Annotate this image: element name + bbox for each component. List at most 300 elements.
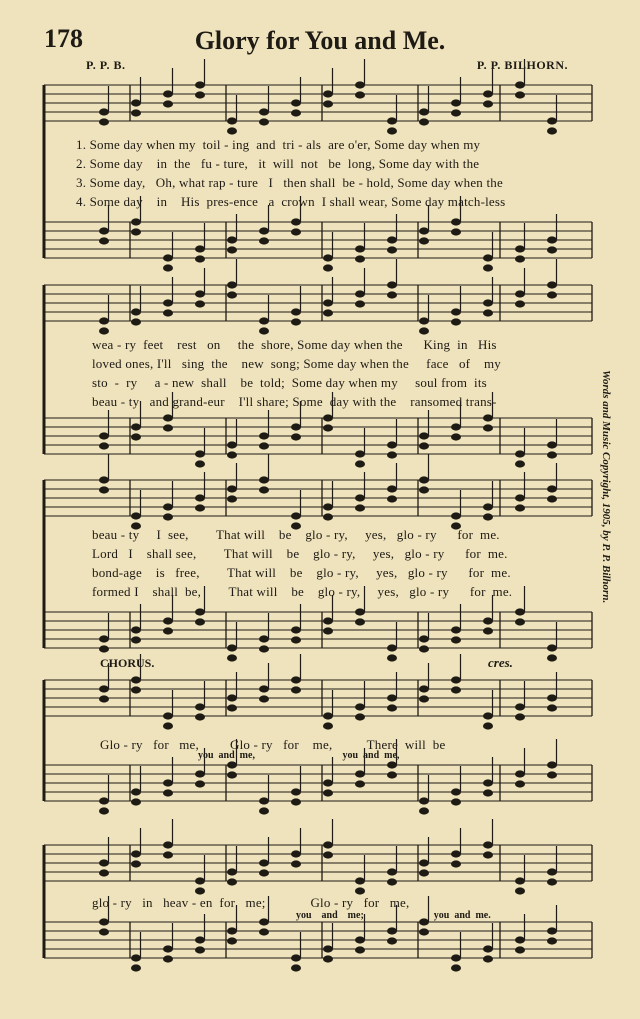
- note-head: [419, 108, 429, 115]
- note-head: [419, 327, 429, 334]
- hymn-title: Glory for You and Me.: [194, 26, 446, 55]
- note-head: [323, 955, 333, 962]
- note-head: [547, 495, 557, 502]
- note-head: [483, 513, 493, 520]
- note-head: [227, 771, 237, 778]
- note-head: [387, 704, 397, 711]
- note-head: [99, 108, 109, 115]
- note-head: [323, 100, 333, 107]
- note-head: [259, 869, 269, 876]
- note-head: [483, 503, 493, 510]
- verse1-line3: beau - ty I see, That will be glo - ry, yes, glo - ry for me.: [92, 527, 500, 542]
- note-head: [131, 788, 141, 795]
- note-head: [259, 695, 269, 702]
- note-head: [99, 797, 109, 804]
- note-head: [323, 254, 333, 261]
- note-head: [387, 127, 397, 134]
- chorus-label: CHORUS.: [100, 656, 155, 670]
- note-head: [419, 317, 429, 324]
- note-head: [547, 694, 557, 701]
- note-head: [195, 618, 205, 625]
- verse1-line2: wea - ry feet rest on the shore, Some day when the King in His: [92, 337, 497, 352]
- note-head: [131, 99, 141, 106]
- note-head: [163, 513, 173, 520]
- note-head: [451, 964, 461, 971]
- note-head: [195, 494, 205, 501]
- note-head: [547, 117, 557, 124]
- note-head: [291, 228, 301, 235]
- note-head: [99, 859, 109, 866]
- note-head: [515, 245, 525, 252]
- note-head: [451, 512, 461, 519]
- note-head: [163, 100, 173, 107]
- verse2-line3: Lord I shall see, That will be glo - ry, yes, glo - ry for me.: [92, 546, 508, 561]
- note-head: [355, 290, 365, 297]
- note-head: [99, 869, 109, 876]
- note-head: [419, 237, 429, 244]
- note-head: [291, 636, 301, 643]
- note-head: [259, 476, 269, 483]
- note-head: [323, 309, 333, 316]
- verse4-line3: formed I shall be, That will be glo - ry, yes, glo - ry for me.: [92, 584, 513, 599]
- note-head: [131, 798, 141, 805]
- note-head: [131, 860, 141, 867]
- note-head: [419, 685, 429, 692]
- note-head: [547, 441, 557, 448]
- note-head: [515, 300, 525, 307]
- chorus-line1: Glo - ry for me, Glo - ry for me, There will be: [100, 737, 446, 752]
- note-head: [195, 887, 205, 894]
- hymn-number: 178: [44, 24, 83, 53]
- note-head: [387, 117, 397, 124]
- note-head: [195, 245, 205, 252]
- note-head: [355, 450, 365, 457]
- note-head: [163, 722, 173, 729]
- note-head: [547, 927, 557, 934]
- note-head: [195, 608, 205, 615]
- note-head: [515, 877, 525, 884]
- note-head: [291, 433, 301, 440]
- note-head: [323, 264, 333, 271]
- note-head: [195, 450, 205, 457]
- note-head: [387, 937, 397, 944]
- note-head: [515, 770, 525, 777]
- note-head: [131, 964, 141, 971]
- note-head: [419, 928, 429, 935]
- note-head: [323, 779, 333, 786]
- note-head: [323, 841, 333, 848]
- note-head: [451, 954, 461, 961]
- note-head: [515, 494, 525, 501]
- chorus-line1-echo: you and me, you and me,: [198, 750, 400, 761]
- note-head: [195, 255, 205, 262]
- note-head: [131, 686, 141, 693]
- note-head: [163, 779, 173, 786]
- note-head: [291, 954, 301, 961]
- note-head: [451, 423, 461, 430]
- note-head: [419, 432, 429, 439]
- note-head: [195, 91, 205, 98]
- note-head: [483, 617, 493, 624]
- note-head: [355, 608, 365, 615]
- note-head: [291, 218, 301, 225]
- note-head: [291, 512, 301, 519]
- note-head: [99, 476, 109, 483]
- note-head: [99, 442, 109, 449]
- note-head: [515, 504, 525, 511]
- note-head: [387, 236, 397, 243]
- note-head: [227, 236, 237, 243]
- note-head: [227, 127, 237, 134]
- note-head: [99, 928, 109, 935]
- note-head: [195, 713, 205, 720]
- note-head: [419, 486, 429, 493]
- note-head: [227, 485, 237, 492]
- note-head: [323, 617, 333, 624]
- note-head: [387, 761, 397, 768]
- note-head: [419, 118, 429, 125]
- note-head: [131, 954, 141, 961]
- note-head: [547, 937, 557, 944]
- note-head: [355, 780, 365, 787]
- note-head: [323, 712, 333, 719]
- note-head: [163, 424, 173, 431]
- note-head: [227, 937, 237, 944]
- note-head: [483, 309, 493, 316]
- note-head: [419, 797, 429, 804]
- note-head: [99, 635, 109, 642]
- note-head: [355, 300, 365, 307]
- note-head: [259, 918, 269, 925]
- note-head: [163, 503, 173, 510]
- note-head: [99, 807, 109, 814]
- note-head: [419, 635, 429, 642]
- note-head: [515, 887, 525, 894]
- note-head: [387, 441, 397, 448]
- note-head: [259, 227, 269, 234]
- note-head: [483, 90, 493, 97]
- note-head: [355, 618, 365, 625]
- note-head: [387, 495, 397, 502]
- note-head: [355, 504, 365, 511]
- note-head: [547, 291, 557, 298]
- note-head: [259, 327, 269, 334]
- verse1-line1: 1. Some day when my toil - ing and tri - als are o'er, Some day when my: [76, 137, 481, 152]
- note-head: [291, 109, 301, 116]
- note-head: [515, 936, 525, 943]
- note-head: [451, 636, 461, 643]
- note-head: [355, 255, 365, 262]
- note-head: [259, 635, 269, 642]
- note-head: [195, 936, 205, 943]
- verse3-line3: bond-age is free, That will be glo - ry, yes, glo - ry for me.: [92, 565, 511, 580]
- note-head: [451, 308, 461, 315]
- note-head: [547, 878, 557, 885]
- note-head: [259, 685, 269, 692]
- note-head: [355, 81, 365, 88]
- note-head: [227, 868, 237, 875]
- note-head: [355, 877, 365, 884]
- note-head: [227, 654, 237, 661]
- note-head: [259, 108, 269, 115]
- note-head: [323, 90, 333, 97]
- chorus-line2: glo - ry in heav - en for me; Glo - ry for me,: [92, 895, 410, 910]
- note-head: [195, 81, 205, 88]
- note-head: [419, 869, 429, 876]
- note-head: [547, 281, 557, 288]
- note-head: [483, 414, 493, 421]
- note-head: [259, 928, 269, 935]
- note-head: [259, 797, 269, 804]
- note-head: [259, 118, 269, 125]
- note-head: [323, 627, 333, 634]
- note-head: [195, 504, 205, 511]
- note-head: [131, 228, 141, 235]
- note-head: [451, 788, 461, 795]
- note-head: [547, 704, 557, 711]
- note-head: [227, 451, 237, 458]
- note-head: [131, 850, 141, 857]
- note-head: [515, 703, 525, 710]
- note-head: [387, 281, 397, 288]
- note-head: [323, 414, 333, 421]
- note-head: [451, 686, 461, 693]
- note-head: [195, 290, 205, 297]
- note-head: [451, 109, 461, 116]
- note-head: [483, 100, 493, 107]
- note-head: [131, 433, 141, 440]
- note-head: [259, 807, 269, 814]
- note-head: [451, 860, 461, 867]
- note-head: [355, 887, 365, 894]
- note-head: [387, 291, 397, 298]
- note-head: [163, 945, 173, 952]
- note-head: [163, 841, 173, 848]
- note-head: [131, 676, 141, 683]
- note-head: [291, 318, 301, 325]
- note-head: [419, 227, 429, 234]
- note-head: [387, 868, 397, 875]
- note-head: [387, 485, 397, 492]
- note-head: [515, 618, 525, 625]
- note-head: [163, 789, 173, 796]
- note-head: [227, 281, 237, 288]
- words-credit: P. P. B.: [86, 58, 126, 72]
- note-head: [547, 644, 557, 651]
- note-head: [547, 654, 557, 661]
- verse3-line1: 3. Some day, Oh, what rap - ture I then shall be - hold, Some day when the: [76, 175, 503, 190]
- note-head: [355, 494, 365, 501]
- note-head: [291, 686, 301, 693]
- note-head: [291, 308, 301, 315]
- note-head: [483, 945, 493, 952]
- note-head: [323, 424, 333, 431]
- note-head: [131, 512, 141, 519]
- note-head: [291, 626, 301, 633]
- note-head: [483, 712, 493, 719]
- note-head: [483, 424, 493, 431]
- note-head: [99, 918, 109, 925]
- note-head: [259, 317, 269, 324]
- note-head: [227, 694, 237, 701]
- note-head: [259, 486, 269, 493]
- note-head: [227, 117, 237, 124]
- note-head: [227, 878, 237, 885]
- note-head: [547, 451, 557, 458]
- verse4-line2: beau - ty and grand-eur I'll share; Some day with the ransomed trans-: [92, 394, 497, 409]
- note-head: [131, 318, 141, 325]
- note-head: [195, 780, 205, 787]
- verse2-line2: loved ones, I'll sing the new song; Some day when the face of my: [92, 356, 501, 371]
- note-head: [483, 264, 493, 271]
- note-head: [547, 761, 557, 768]
- note-head: [355, 91, 365, 98]
- verse2-line1: 2. Some day in the fu - ture, it will not be long, Some day with the: [76, 156, 480, 171]
- note-head: [483, 627, 493, 634]
- note-head: [131, 308, 141, 315]
- note-head: [99, 118, 109, 125]
- verse4-line1: 4. Some day in His pres-ence a crown I shall wear, Some day match-less: [76, 194, 506, 209]
- note-head: [515, 290, 525, 297]
- note-head: [99, 327, 109, 334]
- note-head: [419, 476, 429, 483]
- note-head: [163, 254, 173, 261]
- note-head: [291, 860, 301, 867]
- note-head: [131, 218, 141, 225]
- note-head: [259, 442, 269, 449]
- note-head: [387, 771, 397, 778]
- note-head: [99, 237, 109, 244]
- note-head: [419, 645, 429, 652]
- note-head: [483, 254, 493, 261]
- note-head: [483, 851, 493, 858]
- note-head: [515, 91, 525, 98]
- note-head: [419, 807, 429, 814]
- note-head: [547, 868, 557, 875]
- note-head: [419, 695, 429, 702]
- note-head: [387, 451, 397, 458]
- note-head: [163, 309, 173, 316]
- note-head: [483, 789, 493, 796]
- note-head: [323, 299, 333, 306]
- note-head: [547, 771, 557, 778]
- note-head: [547, 236, 557, 243]
- note-head: [99, 645, 109, 652]
- note-head: [227, 927, 237, 934]
- note-head: [387, 927, 397, 934]
- note-head: [227, 246, 237, 253]
- note-head: [227, 761, 237, 768]
- note-head: [355, 770, 365, 777]
- note-head: [99, 486, 109, 493]
- note-head: [483, 779, 493, 786]
- note-head: [483, 841, 493, 848]
- note-head: [195, 877, 205, 884]
- note-head: [355, 936, 365, 943]
- note-head: [515, 946, 525, 953]
- note-head: [451, 228, 461, 235]
- note-head: [419, 859, 429, 866]
- note-head: [131, 636, 141, 643]
- note-head: [99, 695, 109, 702]
- note-head: [99, 317, 109, 324]
- note-head: [515, 460, 525, 467]
- note-head: [163, 712, 173, 719]
- note-head: [99, 432, 109, 439]
- note-head: [99, 685, 109, 692]
- note-head: [483, 955, 493, 962]
- note-head: [323, 851, 333, 858]
- note-head: [451, 99, 461, 106]
- note-head: [259, 645, 269, 652]
- note-head: [227, 704, 237, 711]
- cres-marking: cres.: [488, 655, 513, 670]
- note-head: [355, 946, 365, 953]
- note-head: [355, 245, 365, 252]
- note-head: [387, 694, 397, 701]
- note-head: [387, 654, 397, 661]
- note-head: [323, 513, 333, 520]
- note-head: [323, 789, 333, 796]
- note-head: [515, 81, 525, 88]
- note-head: [387, 878, 397, 885]
- note-head: [259, 237, 269, 244]
- note-head: [227, 441, 237, 448]
- note-head: [163, 414, 173, 421]
- note-head: [195, 770, 205, 777]
- note-head: [483, 722, 493, 729]
- note-head: [163, 299, 173, 306]
- note-head: [451, 626, 461, 633]
- note-head: [451, 218, 461, 225]
- verse3-line2: sto - ry a - new shall be told; Some day when my soul from its: [92, 375, 487, 390]
- note-head: [195, 460, 205, 467]
- note-head: [259, 859, 269, 866]
- note-head: [323, 722, 333, 729]
- note-head: [515, 608, 525, 615]
- note-head: [387, 246, 397, 253]
- note-head: [227, 291, 237, 298]
- note-head: [355, 713, 365, 720]
- note-head: [323, 503, 333, 510]
- note-head: [131, 626, 141, 633]
- note-head: [547, 485, 557, 492]
- note-head: [163, 627, 173, 634]
- note-head: [355, 703, 365, 710]
- note-head: [163, 90, 173, 97]
- note-head: [227, 644, 237, 651]
- note-head: [195, 300, 205, 307]
- note-head: [291, 788, 301, 795]
- note-head: [483, 299, 493, 306]
- note-head: [163, 851, 173, 858]
- note-head: [515, 450, 525, 457]
- note-head: [515, 255, 525, 262]
- note-head: [387, 644, 397, 651]
- note-head: [163, 617, 173, 624]
- note-head: [323, 945, 333, 952]
- note-head: [547, 127, 557, 134]
- note-head: [451, 850, 461, 857]
- note-head: [99, 227, 109, 234]
- note-head: [195, 946, 205, 953]
- note-head: [291, 798, 301, 805]
- copyright-notice: Words and Music Copyright, 1905, by P. P. Bilhorn.: [600, 370, 612, 604]
- note-head: [451, 676, 461, 683]
- note-head: [547, 246, 557, 253]
- note-head: [163, 955, 173, 962]
- note-head: [515, 780, 525, 787]
